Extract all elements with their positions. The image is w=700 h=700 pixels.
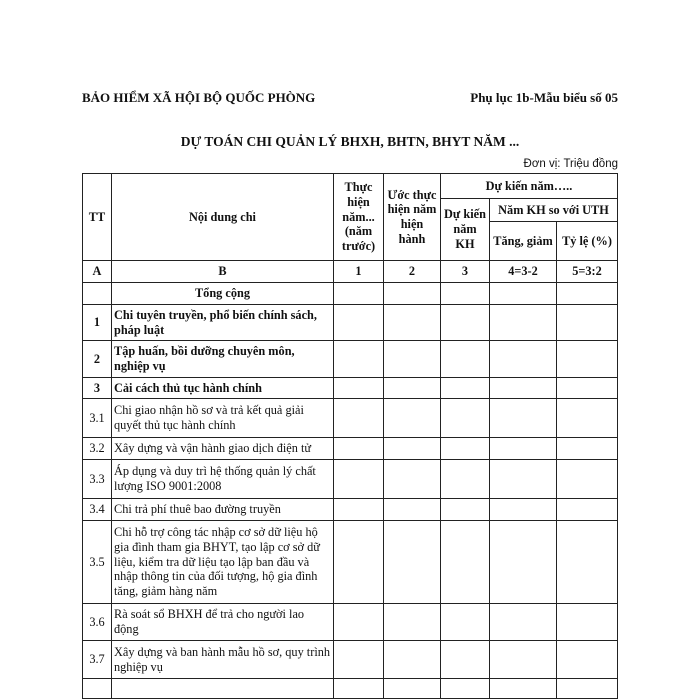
column-label: 1 <box>334 261 384 283</box>
appendix-label: Phụ lục 1b-Mẫu biểu số 05 <box>470 90 618 105</box>
row-number: 3.1 <box>83 399 112 438</box>
unit-note: Đơn vị: Triệu đồng <box>523 158 618 170</box>
value-cell <box>334 305 384 341</box>
value-cell <box>384 604 441 641</box>
total-label: Tổng cộng <box>112 283 334 305</box>
value-cell <box>557 283 618 305</box>
value-cell <box>557 679 618 699</box>
value-cell <box>557 341 618 378</box>
value-cell <box>334 521 384 604</box>
value-cell <box>384 499 441 521</box>
value-cell <box>334 283 384 305</box>
value-cell <box>557 305 618 341</box>
value-cell <box>557 460 618 499</box>
value-cell <box>441 499 490 521</box>
column-label: 5=3:2 <box>557 261 618 283</box>
table-row <box>83 521 618 604</box>
row-number <box>83 283 112 305</box>
row-number: 3.7 <box>83 641 112 679</box>
table-row <box>83 378 618 399</box>
value-cell <box>384 305 441 341</box>
value-cell <box>334 399 384 438</box>
col-content: Nội dung chi <box>112 174 334 261</box>
value-cell <box>384 341 441 378</box>
row-content: Chi trả phí thuê bao đường truyền <box>112 499 334 521</box>
row-number: 3.5 <box>83 521 112 604</box>
col-planned-group: Dự kiến năm….. <box>441 174 618 199</box>
value-cell <box>441 679 490 699</box>
value-cell <box>384 399 441 438</box>
col-plan-year: Dự kiến năm KH <box>441 199 490 261</box>
row-number: 1 <box>83 305 112 341</box>
value-cell <box>490 305 557 341</box>
column-label: B <box>112 261 334 283</box>
value-cell <box>490 679 557 699</box>
row-number <box>83 679 112 699</box>
value-cell <box>441 521 490 604</box>
value-cell <box>384 438 441 460</box>
value-cell <box>384 679 441 699</box>
row-number: 2 <box>83 341 112 378</box>
value-cell <box>441 341 490 378</box>
column-label: 4=3-2 <box>490 261 557 283</box>
row-content: Cải cách thủ tục hành chính <box>112 378 334 399</box>
value-cell <box>384 641 441 679</box>
value-cell <box>384 378 441 399</box>
value-cell <box>557 499 618 521</box>
value-cell <box>557 399 618 438</box>
col-estimate: Ước thực hiện năm hiện hành <box>384 174 441 261</box>
value-cell <box>334 378 384 399</box>
value-cell <box>384 460 441 499</box>
row-number: 3.2 <box>83 438 112 460</box>
value-cell <box>441 399 490 438</box>
value-cell <box>441 460 490 499</box>
table-row <box>83 499 618 521</box>
value-cell <box>441 641 490 679</box>
value-cell <box>334 460 384 499</box>
value-cell <box>441 438 490 460</box>
value-cell <box>557 438 618 460</box>
row-number: 3.6 <box>83 604 112 641</box>
table-row <box>83 641 618 679</box>
value-cell <box>557 641 618 679</box>
value-cell <box>490 499 557 521</box>
value-cell <box>490 341 557 378</box>
row-content: Chi hỗ trợ công tác nhập cơ sở dữ liệu hộ gia đình tham gia BHYT, tạo lập cơ sở dữ liệu, kiểm tra dữ liệu tạo lập ban đầu và nhập thông tin của đối tượng, hộ gia đình tăng, giảm hàng năm <box>112 521 334 604</box>
value-cell <box>441 283 490 305</box>
row-content: Chi tuyên truyền, phổ biến chính sách, pháp luật <box>112 305 334 341</box>
column-label-row <box>83 261 618 283</box>
document-title: DỰ TOÁN CHI QUẢN LÝ BHXH, BHTN, BHYT NĂM ... <box>180 134 520 149</box>
value-cell <box>557 378 618 399</box>
value-cell <box>490 399 557 438</box>
row-number: 3 <box>83 378 112 399</box>
table-row <box>83 604 618 641</box>
table-row <box>83 341 618 378</box>
table-row <box>83 679 618 699</box>
table-row <box>83 438 618 460</box>
value-cell <box>334 641 384 679</box>
value-cell <box>490 521 557 604</box>
table-row <box>83 399 618 438</box>
col-actual: Thực hiện năm... (năm trước) <box>334 174 384 261</box>
col-ratio: Tỷ lệ (%) <box>557 222 618 261</box>
organization-name: BẢO HIỂM XÃ HỘI BỘ QUỐC PHÒNG <box>82 90 316 105</box>
column-label: A <box>83 261 112 283</box>
value-cell <box>490 641 557 679</box>
row-number: 3.4 <box>83 499 112 521</box>
value-cell <box>557 604 618 641</box>
row-content: Tập huấn, bồi dưỡng chuyên môn, nghiệp vụ <box>112 341 334 378</box>
value-cell <box>334 341 384 378</box>
row-content: Rà soát sổ BHXH để trả cho người lao động <box>112 604 334 641</box>
value-cell <box>334 438 384 460</box>
col-tt: TT <box>83 174 112 261</box>
value-cell <box>384 283 441 305</box>
row-number: 3.3 <box>83 460 112 499</box>
row-content: Xây dựng và vận hành giao dịch điện tử <box>112 438 334 460</box>
value-cell <box>384 521 441 604</box>
value-cell <box>334 604 384 641</box>
value-cell <box>334 499 384 521</box>
value-cell <box>334 679 384 699</box>
value-cell <box>490 283 557 305</box>
budget-table <box>82 173 618 699</box>
total-row <box>83 283 618 305</box>
value-cell <box>490 460 557 499</box>
column-label: 2 <box>384 261 441 283</box>
row-content: Áp dụng và duy trì hệ thống quản lý chất lượng ISO 9001:2008 <box>112 460 334 499</box>
value-cell <box>490 604 557 641</box>
value-cell <box>557 521 618 604</box>
col-compare-group: Năm KH so với UTH <box>490 199 618 222</box>
table-row <box>83 460 618 499</box>
row-content: Chi giao nhận hồ sơ và trả kết quả giải quyết thủ tục hành chính <box>112 399 334 438</box>
table-row <box>83 305 618 341</box>
row-content: Xây dựng và ban hành mẫu hồ sơ, quy trình nghiệp vụ <box>112 641 334 679</box>
value-cell <box>441 378 490 399</box>
col-increase: Tăng, giảm <box>490 222 557 261</box>
value-cell <box>441 305 490 341</box>
value-cell <box>490 438 557 460</box>
column-label: 3 <box>441 261 490 283</box>
row-content <box>112 679 334 699</box>
value-cell <box>441 604 490 641</box>
value-cell <box>490 378 557 399</box>
